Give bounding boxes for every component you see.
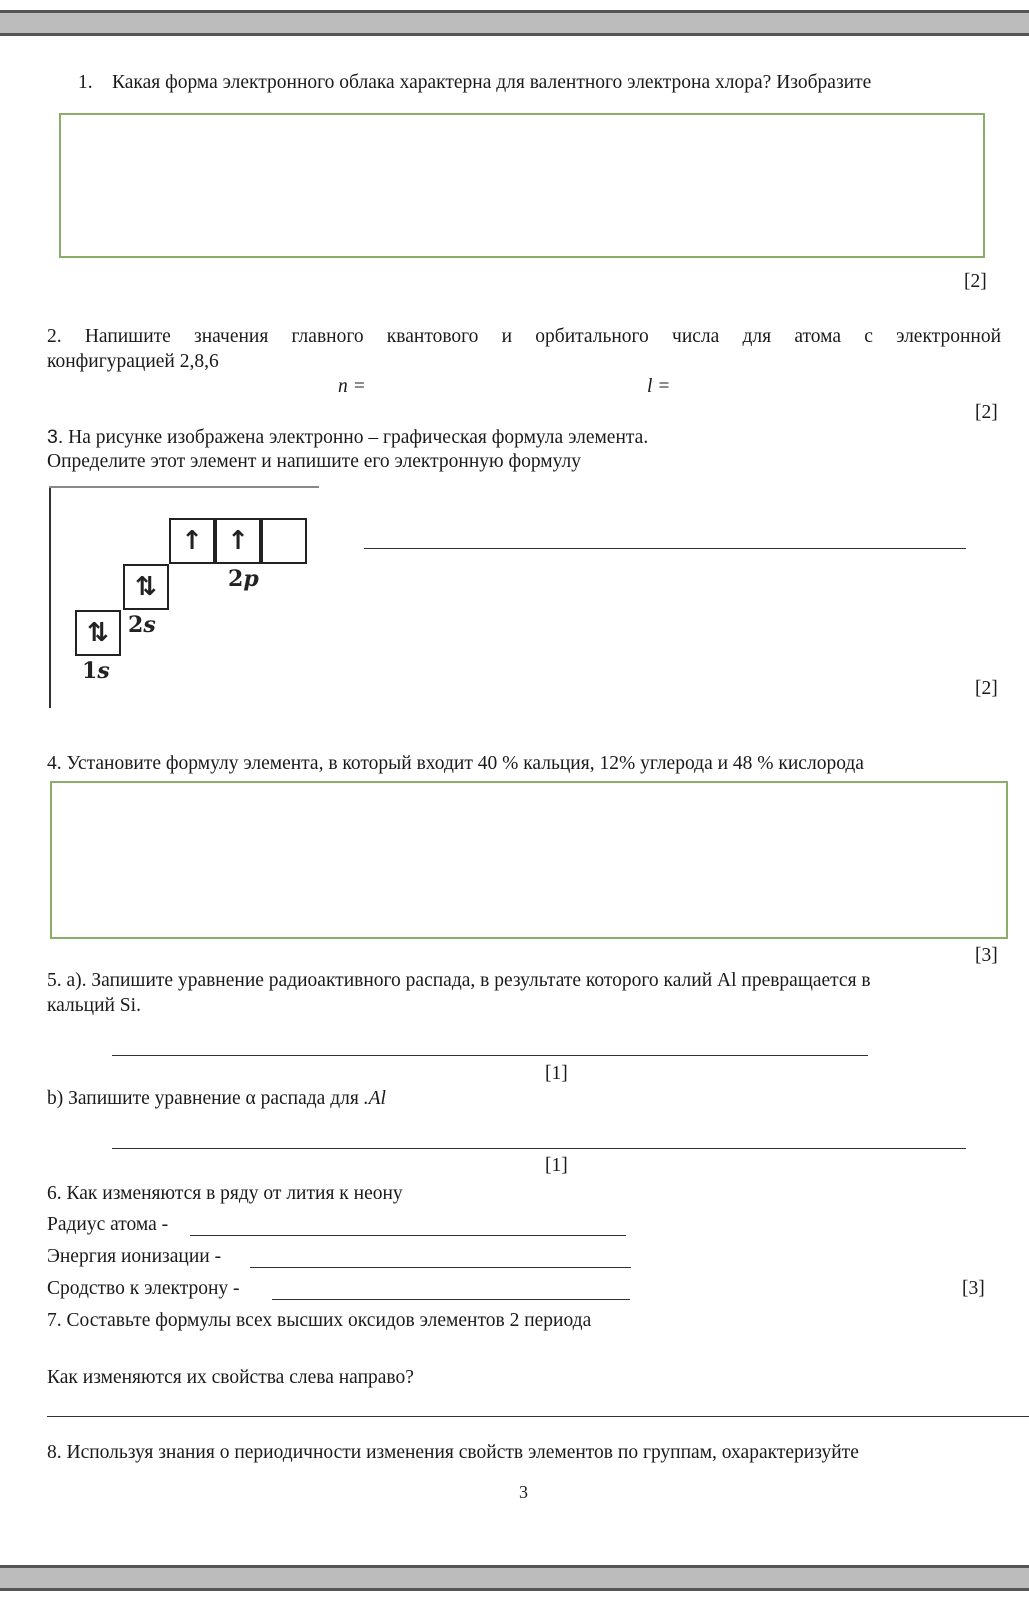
- q3-text-line1: [47, 425, 648, 450]
- q5a-answer-line[interactable]: [112, 1055, 868, 1056]
- orbital-1s-cell: ⇅: [75, 610, 121, 656]
- page-number: 3: [519, 1482, 528, 1502]
- q7-question: Как изменяются их свойства слева направо?: [47, 1367, 414, 1388]
- q1-number: 1.: [78, 72, 93, 93]
- q5b-score: [1]: [545, 1155, 568, 1176]
- q5b-answer-line[interactable]: [112, 1148, 966, 1149]
- q2-text-line1: 2. Напишите значения главного квантового и орбитального числа для атома с электронной: [47, 326, 1001, 347]
- electron-orbital-diagram: [48, 486, 318, 708]
- q2-score: [2]: [975, 402, 998, 423]
- orbital-2p-cell-3: [261, 518, 307, 564]
- q2-text-line2: конфигурацией 2,8,6: [47, 351, 219, 372]
- q1-answer-box[interactable]: [59, 113, 985, 258]
- q6-row-radius: Радиус атома -: [47, 1214, 169, 1235]
- q3-text-line2: Определите этот элемент и напишите его электронную формулу: [47, 451, 582, 472]
- diagram-frame-top: [49, 486, 319, 488]
- q3-number: 3.: [47, 426, 64, 448]
- q2-l-label: l =: [647, 376, 671, 397]
- footer-bar: [0, 1565, 1029, 1591]
- q4-score: [3]: [975, 945, 998, 966]
- header-bar: [0, 10, 1029, 36]
- orbital-2s-cell: ⇅: [123, 564, 169, 610]
- q5b-element: .Al: [363, 1088, 386, 1109]
- q2-n-label: n =: [338, 376, 366, 397]
- q3-score: [2]: [975, 678, 998, 699]
- q8-text: 8. Используя знания о периодичности изменения свойств элементов по группам, охарактеризуйте: [47, 1442, 859, 1463]
- orbital-2s-label: 2s: [128, 612, 156, 638]
- orbital-2p-label: 2p: [228, 566, 259, 592]
- q5b-label: b) Запишите уравнение α распада для: [47, 1088, 364, 1109]
- q1-score: [2]: [964, 271, 987, 292]
- q5b-text: [47, 1087, 386, 1111]
- q3-line1-text: На рисунке изображена электронно – графическая формула элемента.: [68, 427, 649, 448]
- q6-affinity-answer-line[interactable]: [272, 1299, 630, 1300]
- q6-row-ionization: Энергия ионизации -: [47, 1246, 222, 1267]
- q7-title: 7. Составьте формулы всех высших оксидов элементов 2 периода: [47, 1310, 592, 1331]
- q3-answer-line[interactable]: [364, 548, 966, 549]
- q6-radius-answer-line[interactable]: [190, 1235, 626, 1236]
- q1-text: Какая форма электронного облака характерна для валентного электрона хлора? Изобразите: [112, 72, 872, 93]
- q5a-text-line1: 5. а). Запишите уравнение радиоактивного распада, в результате которого калий Al превращается в: [47, 970, 871, 991]
- q6-title: 6. Как изменяются в ряду от лития к неону: [47, 1183, 403, 1204]
- orbital-1s-label: 1s: [82, 658, 110, 684]
- q6-ionization-answer-line[interactable]: [250, 1267, 631, 1268]
- q6-row-affinity: Сродство к электрону -: [47, 1278, 240, 1299]
- q6-score: [3]: [962, 1278, 985, 1299]
- q4-answer-box[interactable]: [50, 781, 1008, 939]
- orbital-2p-cell-1: ↑: [169, 518, 215, 564]
- orbital-2p-cell-2: ↑: [215, 518, 261, 564]
- diagram-frame-left: [49, 486, 51, 708]
- q5a-score: [1]: [545, 1063, 568, 1084]
- q5a-text-line2: кальций Si.: [47, 995, 141, 1016]
- q7-answer-line[interactable]: [47, 1416, 1029, 1417]
- q4-text: 4. Установите формулу элемента, в который входит 40 % кальция, 12% углерода и 48 % кислорода: [47, 753, 864, 774]
